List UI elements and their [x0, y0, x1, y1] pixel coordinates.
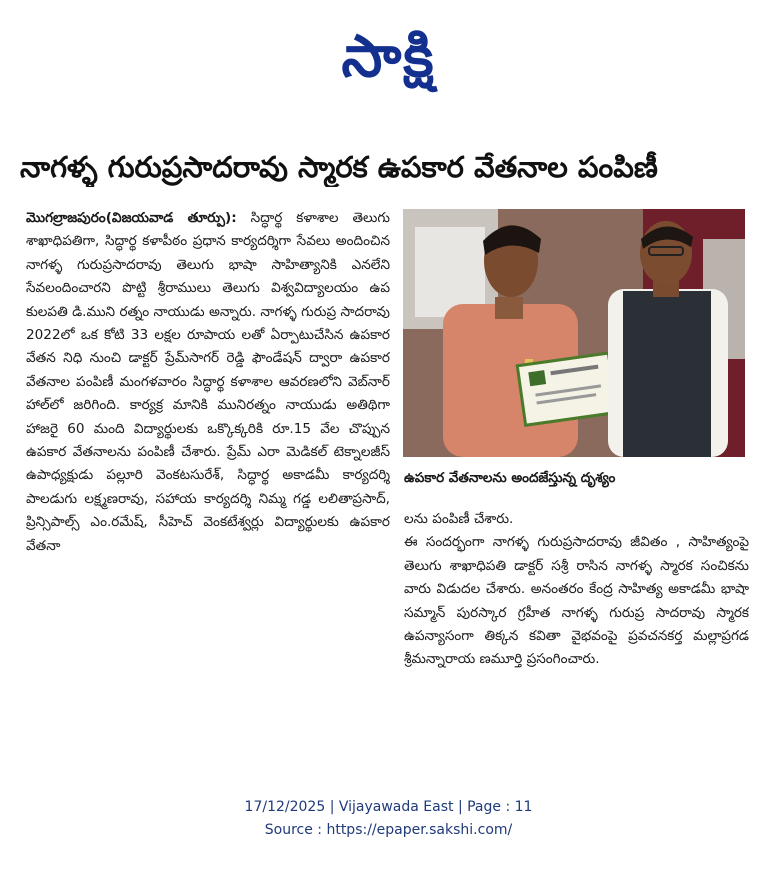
article-continuation: లను పంపిణీ చేశారు.: [404, 511, 514, 527]
edition-info: 17/12/2025 | Vijayawada East | Page : 11: [244, 799, 533, 815]
award-ceremony-photo: [403, 209, 745, 457]
article-headline: నాగళ్ళ గురుప్రసాదరావు స్మారక ఉపకార వేతనాల పంపిణీ: [20, 150, 658, 184]
article-body-left: [26, 207, 390, 762]
article-body-text-right: ఈ సందర్భంగా నాగళ్ళ గురుప్రసాదరావు జీవితం , సాహిత్యంపై తెలుగు శాఖాధిపతి డాక్టర్ సశ్రీ రాసిన నాగళ్ళ స్మారక సంచికను వారు విడుదల చేశారు. అనంతరం కేంద్ర సాహిత్య అకాడమీ భాషా సమ్మాన్ పురస్కార గ్రహీత నాగళ్ళ గురుప్ర సాదరావు స్మారక ఉపన్యాసంగా తిక్కన కవితా వైభవంపై ప్రవచనకర్త మల్లాప్రగడ శ్రీమన్నారాయ ణమూర్తి ప్రసంగించారు.: [404, 534, 749, 668]
article-body-text: సిద్ధార్థ కళాశాల తెలుగు శాఖాధిపతిగా, సిద్ధార్థ కళాపీఠం ప్రధాన కార్యదర్శిగా సేవలు అందించిన నాగళ్ళ గురుప్రసాదరావు తెలుగు భాషా సాహిత్యానికి ఎనలేని సేవలందించారని పొట్టి శ్రీరాములు తెలుగు విశ్వవిద్యాలయం ఉప కులపతి డి.ముని రత్నం నాయుడు అన్నారు. నాగళ్ళ గురుప్ర సాదరావు 2022లో ఒక కోటి 33 లక్షల రూపాయ లతో ఏర్పాటుచేసిన ఉపకార వేతన నిధి నుంచి డాక్టర్ ప్రేమ్‌సాగర్ రెడ్డి ఫౌండేషన్ ద్వారా ఉపకార వేతనాల పంపిణీ మంగళవారం సిద్ధార్థ కళాశాల ఆవరణలోని వెబ్‌నార్ హాల్‌లో జరిగింది. కార్యక్ర మానికి మునిరత్నం నాయుడు అతిథిగా హాజరై 60 మంది విద్యార్థులకు ఒక్కొక్కరికి రూ.15 వేల చొప్పున ఉపకార వేతనాలను పంపిణీ చేశారు. ప్రేమ్ ఎరా మెడికల్ టెక్నాలజీస్ ఉపాధ్యక్షుడు పల్లూరి వెంకటసురేశ్, సిద్ధార్థ అకాడమీ కార్యదర్శి పాలడుగు లక్ష్మణరావు, సహాయ కార్యదర్శి నిమ్మ గడ్డ లలితాప్రసాద్, ప్రిన్సిపాల్స్ ఎం.రమేష్, సీహెచ్ వెంకటేశ్వర్లు విద్యార్థులకు ఉపకార వేతనా: [26, 210, 390, 554]
masthead: [0, 6, 777, 106]
source-link[interactable]: Source : https://epaper.sakshi.com/: [264, 822, 513, 838]
article-body-right: [404, 508, 749, 762]
photo-caption: ఉపకార వేతనాలను అందజేస్తున్న దృశ్యం: [404, 470, 616, 486]
page-footer: [0, 796, 777, 842]
sakshi-logo: సాక్షి: [341, 22, 436, 90]
article-photo: [403, 209, 745, 457]
article-dateline: మొగల్రాజపురం(విజయవాడ తూర్పు):: [26, 210, 237, 226]
